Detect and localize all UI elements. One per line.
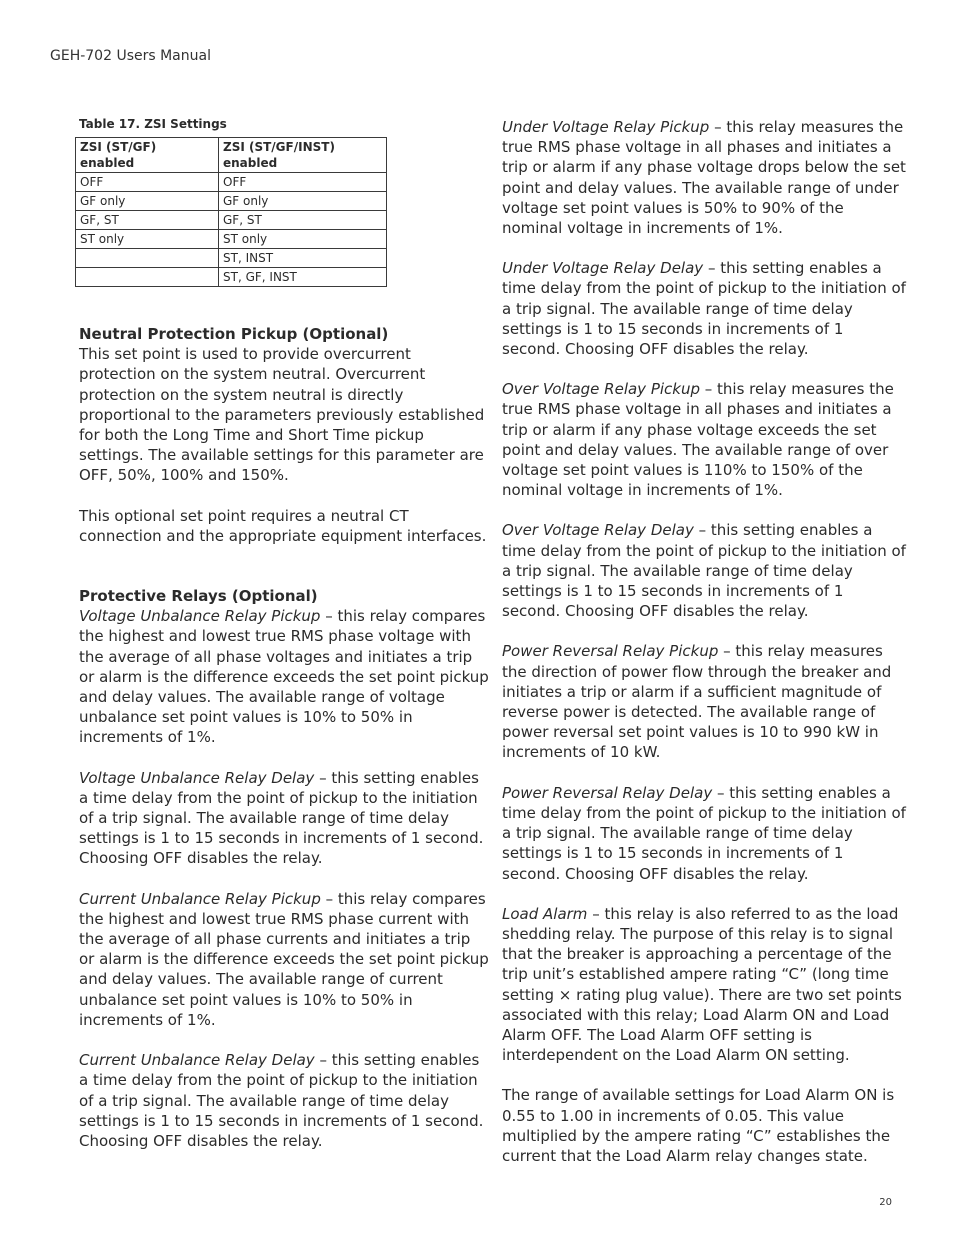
table-row [76,268,387,287]
column-header: ZSI (ST/GF) enabled [76,138,219,173]
relay-description: – this setting enables a time delay from the point of pickup to the initiation of a trip signal. The available range of time delay settings is 1 to 15 seconds in increments of 1 second. Choosing OFF disables the relay. [502,259,906,359]
relay-paragraph [502,641,906,762]
relay-paragraph [79,606,489,747]
relay-term: Power Reversal Relay Pickup [502,642,719,661]
page-number: 20 [879,1197,892,1208]
table-row [76,173,387,192]
relay-description: – this setting enables a time delay from the point of pickup to the initiation of a trip signal. The available range of time delay settings is 1 to 15 seconds in increments of 1 second. Choosing OFF disables the relay. [79,1051,484,1150]
paragraph: This optional set point requires a neutral CT connection and the appropriate equipment interfaces. [79,506,487,545]
relay-paragraph [502,904,906,1066]
table-caption: Table 17. ZSI Settings [79,117,227,131]
relay-paragraph [79,1050,489,1151]
relay-paragraph [502,117,906,238]
paragraph: This set point is used to provide overcurrent protection on the system neutral. Overcurrent protection on the system neutral is directly proportional to the parameters previously established for both the Long Time and Short Time pickup settings. The available settings for this parameter are OFF, 50%, 100% and 150%. [79,345,485,485]
relay-term: Voltage Unbalance Relay Delay [79,768,315,787]
column-header: ZSI (ST/GF/INST) enabled [219,138,387,173]
section-title-neutral-protection: Neutral Protection Pickup (Optional) [79,325,389,343]
relay-term: Under Voltage Relay Pickup [502,118,710,136]
table-cell [76,249,219,268]
table-cell: ST, INST [219,249,387,268]
relay-term: Current Unbalance Relay Pickup [79,889,321,908]
table-cell: ST only [219,230,387,249]
relay-paragraph [79,768,489,869]
relay-term: Power Reversal Relay Delay [502,783,713,802]
table-cell: OFF [219,173,387,192]
table-cell [76,268,219,287]
relay-description: – this relay is also referred to as the load shedding relay. The purpose of this relay is to signal that the breaker is approaching a percentage of the trip unit’s established ampere rating “C” (long time setting × rating plug value). There are two set points associated with this relay; Load Alarm ON and Load Alarm OFF. The Load Alarm OFF setting is interdependent on the Load Alarm ON setting. [502,904,902,1065]
relay-description: – this relay compares the highest and lowest true RMS phase voltage with the average of all phase voltages and initiates a trip or alarm is the difference exceeds the set point pickup and delay values. The available range of voltage unbalance set point values is 10% to 50% in increments of 1%. [79,607,489,747]
relay-description: – this relay measures the true RMS phase voltage in all phases and initiates a trip or alarm if any phase voltage exceeds the set point and delay values. The available range of over voltage set point values is 110% to 150% of the nominal voltage in increments of 1%. [502,380,894,500]
table-cell: GF, ST [219,211,387,230]
relay-term: Voltage Unbalance Relay Pickup [79,607,321,626]
table-row [76,230,387,249]
left-column [79,116,489,1151]
table-cell: GF, ST [76,211,219,230]
relay-paragraph [502,379,906,500]
table-cell: ST, GF, INST [219,268,387,287]
table-cell: GF only [219,192,387,211]
table-cell: OFF [76,173,219,192]
relay-paragraph [502,520,906,621]
relay-term: Load Alarm [502,904,588,923]
section-title-protective-relays: Protective Relays (Optional) [79,587,318,606]
relay-description: – this setting enables a time delay from the point of pickup to the initiation of a trip signal. The available range of time delay settings is 1 to 15 seconds in increments of 1 second. Choosing OFF disables the relay. [502,521,906,621]
table-row [76,192,387,211]
relay-term: Current Unbalance Relay Delay [79,1051,315,1070]
table-cell: GF only [76,192,219,211]
table-header-row [76,138,387,173]
table-cell: ST only [76,230,219,249]
relay-paragraph [502,783,906,884]
relay-term: Over Voltage Relay Delay [502,521,694,540]
relay-description: – this relay compares the highest and lowest true RMS phase current with the average of all phase currents and initiates a trip or alarm is the difference exceeds the set point pickup and delay values. The available range of current unbalance set point values is 10% to 50% in increments of 1%. [79,889,489,1029]
paragraph: The range of available settings for Load Alarm ON is 0.55 to 1.00 in increments of 0.05. This value multiplied by the ampere rating “C” establishes the current that the Load Alarm relay changes state. [502,1086,895,1165]
relay-description: – this setting enables a time delay from the point of pickup to the initiation of a trip signal. The available range of time delay settings is 1 to 15 seconds in increments of 1 second. Choosing OFF disables the relay. [502,783,906,883]
relay-paragraph [502,258,906,359]
relay-paragraph [79,889,489,1030]
relay-term: Over Voltage Relay Pickup [502,380,700,399]
relay-term: Under Voltage Relay Delay [502,259,704,278]
relay-description: – this relay measures the direction of power flow through the breaker and initiates a trip or alarm if a sufficient magnitude of reverse power is detected. The available range of power reversal set point values is 10 to 990 kW in increments of 10 kW. [502,642,892,762]
zsi-settings-table [75,137,387,287]
relay-description: – this relay measures the true RMS phase voltage in all phases and initiates a trip or alarm if any phase voltage drops below the set point and delay values. The available range of under voltage set point values is 50% to 90% of the nominal voltage in increments of 1%. [502,118,906,238]
table-row [76,211,387,230]
table-row [76,249,387,268]
document-header: GEH-702 Users Manual [50,48,211,64]
relay-description: – this setting enables a time delay from the point of pickup to the initiation of a trip signal. The available range of time delay settings is 1 to 15 seconds in increments of 1 second. Choosing OFF disables the relay. [79,768,484,868]
right-column [502,117,906,1166]
